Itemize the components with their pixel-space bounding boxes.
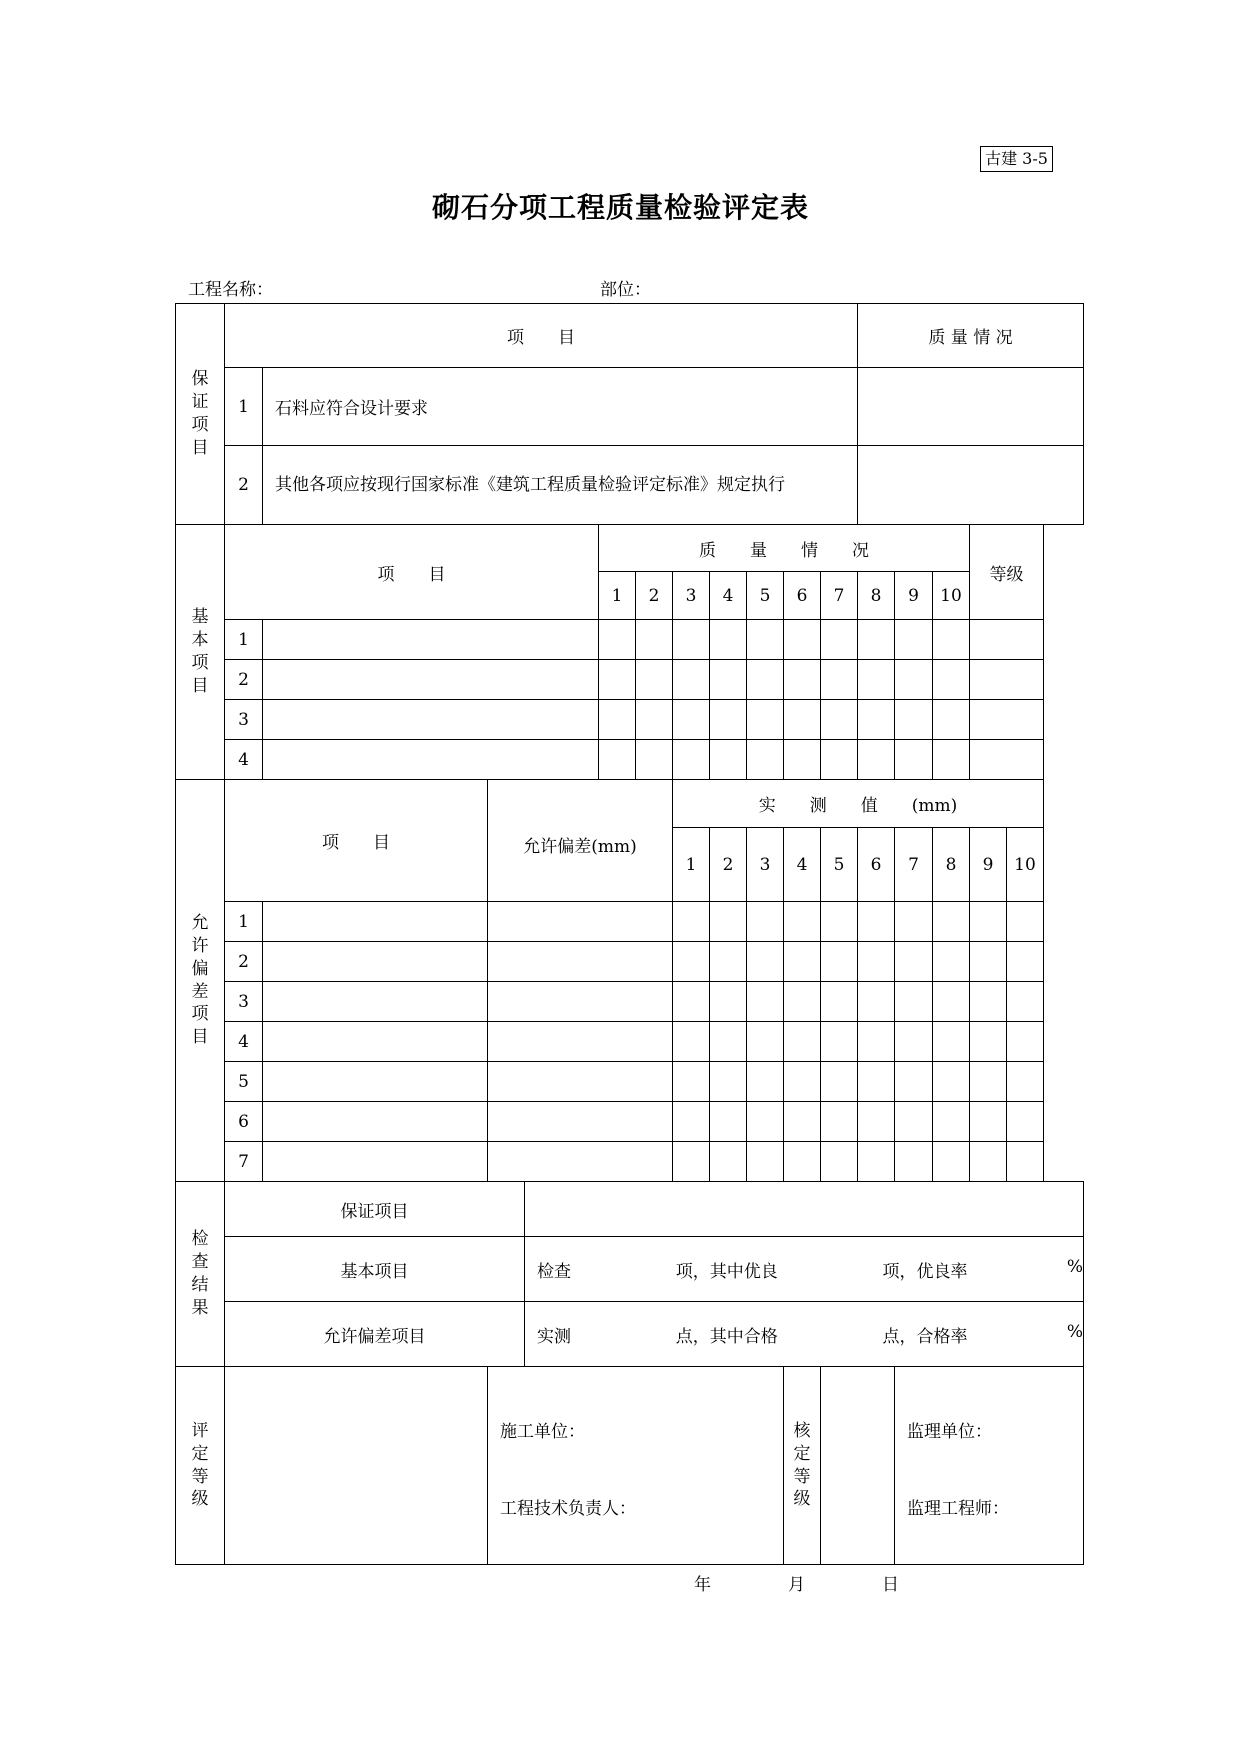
basic-row-no: 2: [225, 660, 263, 700]
data-cell[interactable]: [895, 660, 933, 700]
check-tolerance-text-4: %: [1066, 1321, 1083, 1342]
basic-number-cell: 10: [933, 572, 970, 620]
data-cell[interactable]: [895, 942, 933, 982]
data-cell[interactable]: [970, 1142, 1007, 1182]
data-cell[interactable]: [858, 1022, 895, 1062]
tolerance-row-item-cell[interactable]: [263, 1142, 488, 1182]
data-cell[interactable]: [784, 660, 821, 700]
data-cell[interactable]: [821, 1022, 858, 1062]
data-cell[interactable]: [747, 1142, 784, 1182]
data-cell[interactable]: [933, 620, 970, 660]
supervisor-unit-label: 监理单位：: [907, 1422, 992, 1442]
data-cell[interactable]: [858, 620, 895, 660]
data-cell[interactable]: [784, 1062, 821, 1102]
guarantee-row-no: 2: [225, 446, 263, 525]
data-cell[interactable]: [599, 660, 636, 700]
table-row: [176, 1142, 1084, 1182]
data-cell[interactable]: [636, 660, 673, 700]
tolerance-number-cell: 1: [673, 828, 710, 902]
data-cell[interactable]: [710, 942, 747, 982]
basic-number-cell: 9: [895, 572, 933, 620]
check-section-label: 检 查 结 果: [176, 1182, 225, 1367]
supervisor-signature-cell[interactable]: [895, 1367, 1084, 1565]
guarantee-row-quality-cell[interactable]: [858, 368, 1084, 446]
data-cell[interactable]: [1007, 1022, 1044, 1062]
guarantee-section-label: 保 证 项 目: [176, 304, 225, 525]
data-cell[interactable]: [673, 1142, 710, 1182]
basic-row-no: 1: [225, 620, 263, 660]
data-cell[interactable]: [747, 740, 784, 780]
data-cell[interactable]: [895, 982, 933, 1022]
verify-grade-cell[interactable]: [821, 1367, 895, 1565]
data-cell[interactable]: [747, 1062, 784, 1102]
grade-cell[interactable]: [970, 740, 1044, 780]
table-row: [176, 740, 1084, 780]
inspection-table: [175, 303, 1084, 1565]
table-row: [176, 1102, 1084, 1142]
data-cell[interactable]: [673, 942, 710, 982]
guarantee-row-text: 其他各项应按现行国家标准《建筑工程质量检验评定标准》规定执行: [263, 446, 858, 525]
data-cell[interactable]: [784, 620, 821, 660]
data-cell[interactable]: [933, 982, 970, 1022]
data-cell[interactable]: [747, 1022, 784, 1062]
table-row: [176, 942, 1084, 982]
tolerance-row-item-cell[interactable]: [263, 1022, 488, 1062]
data-cell[interactable]: [933, 1022, 970, 1062]
data-cell[interactable]: [821, 1062, 858, 1102]
basic-number-cell: 8: [858, 572, 895, 620]
data-cell[interactable]: [821, 1142, 858, 1182]
data-cell[interactable]: [970, 1022, 1007, 1062]
data-cell[interactable]: [599, 740, 636, 780]
tolerance-row-allowed-cell[interactable]: [488, 1062, 673, 1102]
tolerance-measured-header: 实 测 值 (mm): [673, 780, 1044, 828]
tech-lead-label: 工程技术负责人：: [500, 1499, 636, 1519]
data-cell[interactable]: [821, 1102, 858, 1142]
basic-number-cell: 5: [747, 572, 784, 620]
guarantee-row-quality-cell[interactable]: [858, 446, 1084, 525]
basic-number-cell: 1: [599, 572, 636, 620]
data-cell[interactable]: [710, 700, 747, 740]
tolerance-row-allowed-cell[interactable]: [488, 982, 673, 1022]
basic-quality-header: 质 量 情 况: [599, 525, 970, 572]
data-cell[interactable]: [747, 620, 784, 660]
data-cell[interactable]: [970, 942, 1007, 982]
check-basic-result-cell[interactable]: [525, 1237, 1084, 1302]
check-basic-text-3: 项，优良率: [882, 1261, 968, 1282]
evaluation-grade-cell[interactable]: [225, 1367, 488, 1565]
evaluation-grade-label: 评 定 等 级: [176, 1367, 225, 1565]
basic-number-cell: 4: [710, 572, 747, 620]
data-cell[interactable]: [784, 1102, 821, 1142]
grade-cell[interactable]: [970, 660, 1044, 700]
tolerance-row-no: 1: [225, 902, 263, 942]
grade-cell[interactable]: [970, 700, 1044, 740]
data-cell[interactable]: [858, 1142, 895, 1182]
data-cell[interactable]: [858, 700, 895, 740]
tolerance-row-no: 7: [225, 1142, 263, 1182]
data-cell[interactable]: [784, 902, 821, 942]
data-cell[interactable]: [933, 1062, 970, 1102]
data-cell[interactable]: [747, 902, 784, 942]
tolerance-number-cell: 4: [784, 828, 821, 902]
guarantee-item-header: 项 目: [225, 304, 858, 368]
tolerance-row-allowed-cell[interactable]: [488, 1142, 673, 1182]
data-cell[interactable]: [970, 1102, 1007, 1142]
check-guarantee-result-cell[interactable]: [525, 1182, 1084, 1237]
tolerance-row-allowed-cell[interactable]: [488, 1102, 673, 1142]
data-cell[interactable]: [858, 660, 895, 700]
data-cell[interactable]: [710, 1142, 747, 1182]
guarantee-row-text: 石料应符合设计要求: [263, 368, 858, 446]
data-cell[interactable]: [895, 1062, 933, 1102]
data-cell[interactable]: [858, 982, 895, 1022]
data-cell[interactable]: [784, 740, 821, 780]
data-cell[interactable]: [636, 700, 673, 740]
data-cell[interactable]: [747, 942, 784, 982]
data-cell[interactable]: [784, 982, 821, 1022]
basic-row-no: 4: [225, 740, 263, 780]
tolerance-number-cell: 9: [970, 828, 1007, 902]
check-tolerance-label: 允许偏差项目: [225, 1302, 525, 1367]
data-cell[interactable]: [895, 1022, 933, 1062]
tolerance-row-no: 3: [225, 982, 263, 1022]
data-cell[interactable]: [747, 982, 784, 1022]
basic-number-cell: 3: [673, 572, 710, 620]
form-code-box: 古建 3-5: [980, 146, 1053, 172]
contractor-signature-cell[interactable]: [488, 1367, 784, 1565]
tolerance-number-cell: 8: [933, 828, 970, 902]
check-tolerance-text-1: 实测: [537, 1326, 571, 1347]
data-cell[interactable]: [933, 942, 970, 982]
data-cell[interactable]: [673, 982, 710, 1022]
data-cell[interactable]: [895, 740, 933, 780]
data-cell[interactable]: [933, 660, 970, 700]
basic-number-cell: 7: [821, 572, 858, 620]
basic-section-label: 基 本 项 目: [176, 525, 225, 780]
tolerance-row-allowed-cell[interactable]: [488, 902, 673, 942]
tolerance-row-item-cell[interactable]: [263, 902, 488, 942]
data-cell[interactable]: [636, 740, 673, 780]
data-cell[interactable]: [784, 1142, 821, 1182]
data-cell[interactable]: [673, 740, 710, 780]
project-name-label: 工程名称：: [188, 280, 273, 300]
data-cell[interactable]: [599, 700, 636, 740]
tolerance-number-cell: 2: [710, 828, 747, 902]
contractor-label: 施工单位：: [500, 1422, 585, 1442]
basic-row-item-cell[interactable]: [263, 660, 599, 700]
date-month-label: 月: [788, 1575, 805, 1595]
data-cell[interactable]: [858, 942, 895, 982]
tolerance-row-no: 4: [225, 1022, 263, 1062]
data-cell[interactable]: [895, 620, 933, 660]
basic-row-item-cell[interactable]: [263, 740, 599, 780]
data-cell[interactable]: [710, 982, 747, 1022]
check-guarantee-label: 保证项目: [225, 1182, 525, 1237]
data-cell[interactable]: [710, 740, 747, 780]
table-row: [176, 902, 1084, 942]
tolerance-row-no: 5: [225, 1062, 263, 1102]
date-year-label: 年: [694, 1575, 711, 1595]
location-label: 部位：: [600, 280, 651, 300]
check-basic-text-2: 项，其中优良: [675, 1261, 778, 1282]
data-cell[interactable]: [858, 740, 895, 780]
data-cell[interactable]: [1007, 982, 1044, 1022]
data-cell[interactable]: [858, 902, 895, 942]
data-cell[interactable]: [673, 902, 710, 942]
verify-grade-label: 核 定 等 级: [784, 1367, 821, 1565]
tolerance-number-cell: 7: [895, 828, 933, 902]
data-cell[interactable]: [821, 942, 858, 982]
guarantee-quality-header: 质 量 情 况: [858, 304, 1084, 368]
data-cell[interactable]: [933, 1142, 970, 1182]
data-cell[interactable]: [970, 982, 1007, 1022]
data-cell[interactable]: [784, 700, 821, 740]
table-row: [176, 1062, 1084, 1102]
tolerance-row-item-cell[interactable]: [263, 1062, 488, 1102]
data-cell[interactable]: [895, 1142, 933, 1182]
data-cell[interactable]: [933, 1102, 970, 1142]
table-row: [176, 620, 1084, 660]
data-cell[interactable]: [858, 1102, 895, 1142]
tolerance-row-no: 2: [225, 942, 263, 982]
data-cell[interactable]: [636, 620, 673, 660]
basic-number-cell: 2: [636, 572, 673, 620]
data-cell[interactable]: [1007, 1062, 1044, 1102]
data-cell[interactable]: [710, 660, 747, 700]
check-tolerance-result-cell[interactable]: [525, 1302, 1084, 1367]
check-basic-text-4: %: [1066, 1256, 1083, 1277]
data-cell[interactable]: [673, 1102, 710, 1142]
basic-row-no: 3: [225, 700, 263, 740]
data-cell[interactable]: [710, 1102, 747, 1142]
data-cell[interactable]: [673, 660, 710, 700]
data-cell[interactable]: [710, 1062, 747, 1102]
tolerance-number-cell: 6: [858, 828, 895, 902]
basic-item-header: 项 目: [225, 525, 599, 620]
tolerance-number-cell: 3: [747, 828, 784, 902]
data-cell[interactable]: [1007, 1102, 1044, 1142]
basic-row-item-cell[interactable]: [263, 620, 599, 660]
supervisor-engineer-label: 监理工程师：: [907, 1499, 1009, 1519]
data-cell[interactable]: [784, 1022, 821, 1062]
tolerance-item-header: 项 目: [225, 780, 488, 902]
tolerance-row-item-cell[interactable]: [263, 1102, 488, 1142]
data-cell[interactable]: [710, 1022, 747, 1062]
data-cell[interactable]: [599, 620, 636, 660]
tolerance-row-item-cell[interactable]: [263, 942, 488, 982]
tolerance-row-allowed-cell[interactable]: [488, 942, 673, 982]
data-cell[interactable]: [858, 1062, 895, 1102]
check-tolerance-text-2: 点，其中合格: [675, 1326, 778, 1347]
data-cell[interactable]: [821, 660, 858, 700]
basic-grade-header: 等级: [970, 525, 1044, 620]
form-title: 砌石分项工程质量检验评定表: [431, 191, 809, 224]
data-cell[interactable]: [673, 1062, 710, 1102]
check-tolerance-text-3: 点，合格率: [882, 1326, 968, 1347]
check-basic-label: 基本项目: [225, 1237, 525, 1302]
data-cell[interactable]: [895, 700, 933, 740]
data-cell[interactable]: [821, 902, 858, 942]
data-cell[interactable]: [821, 700, 858, 740]
guarantee-row-no: 1: [225, 368, 263, 446]
data-cell[interactable]: [1007, 902, 1044, 942]
tolerance-allowed-header: 允许偏差(mm): [488, 780, 673, 902]
data-cell[interactable]: [933, 902, 970, 942]
data-cell[interactable]: [673, 1022, 710, 1062]
date-day-label: 日: [882, 1575, 899, 1595]
data-cell[interactable]: [710, 620, 747, 660]
table-row: [176, 660, 1084, 700]
data-cell[interactable]: [710, 902, 747, 942]
basic-row-item-cell[interactable]: [263, 700, 599, 740]
data-cell[interactable]: [1007, 942, 1044, 982]
tolerance-section-label: 允 许 偏 差 项 目: [176, 780, 225, 1182]
data-cell[interactable]: [970, 902, 1007, 942]
basic-number-cell: 6: [784, 572, 821, 620]
tolerance-number-cell: 10: [1007, 828, 1044, 902]
data-cell[interactable]: [747, 660, 784, 700]
tolerance-row-allowed-cell[interactable]: [488, 1022, 673, 1062]
data-cell[interactable]: [821, 740, 858, 780]
data-cell[interactable]: [821, 620, 858, 660]
data-cell[interactable]: [895, 902, 933, 942]
data-cell[interactable]: [970, 1062, 1007, 1102]
tolerance-row-no: 6: [225, 1102, 263, 1142]
data-cell[interactable]: [821, 982, 858, 1022]
table-row: [176, 982, 1084, 1022]
tolerance-row-item-cell[interactable]: [263, 982, 488, 1022]
data-cell[interactable]: [933, 740, 970, 780]
data-cell[interactable]: [1007, 1142, 1044, 1182]
grade-cell[interactable]: [970, 620, 1044, 660]
table-row: [176, 1022, 1084, 1062]
data-cell[interactable]: [747, 700, 784, 740]
table-row: [176, 700, 1084, 740]
data-cell[interactable]: [895, 1102, 933, 1142]
data-cell[interactable]: [933, 700, 970, 740]
data-cell[interactable]: [784, 942, 821, 982]
tolerance-number-cell: 5: [821, 828, 858, 902]
check-basic-text-1: 检查: [537, 1261, 571, 1282]
data-cell[interactable]: [673, 700, 710, 740]
data-cell[interactable]: [747, 1102, 784, 1142]
data-cell[interactable]: [673, 620, 710, 660]
